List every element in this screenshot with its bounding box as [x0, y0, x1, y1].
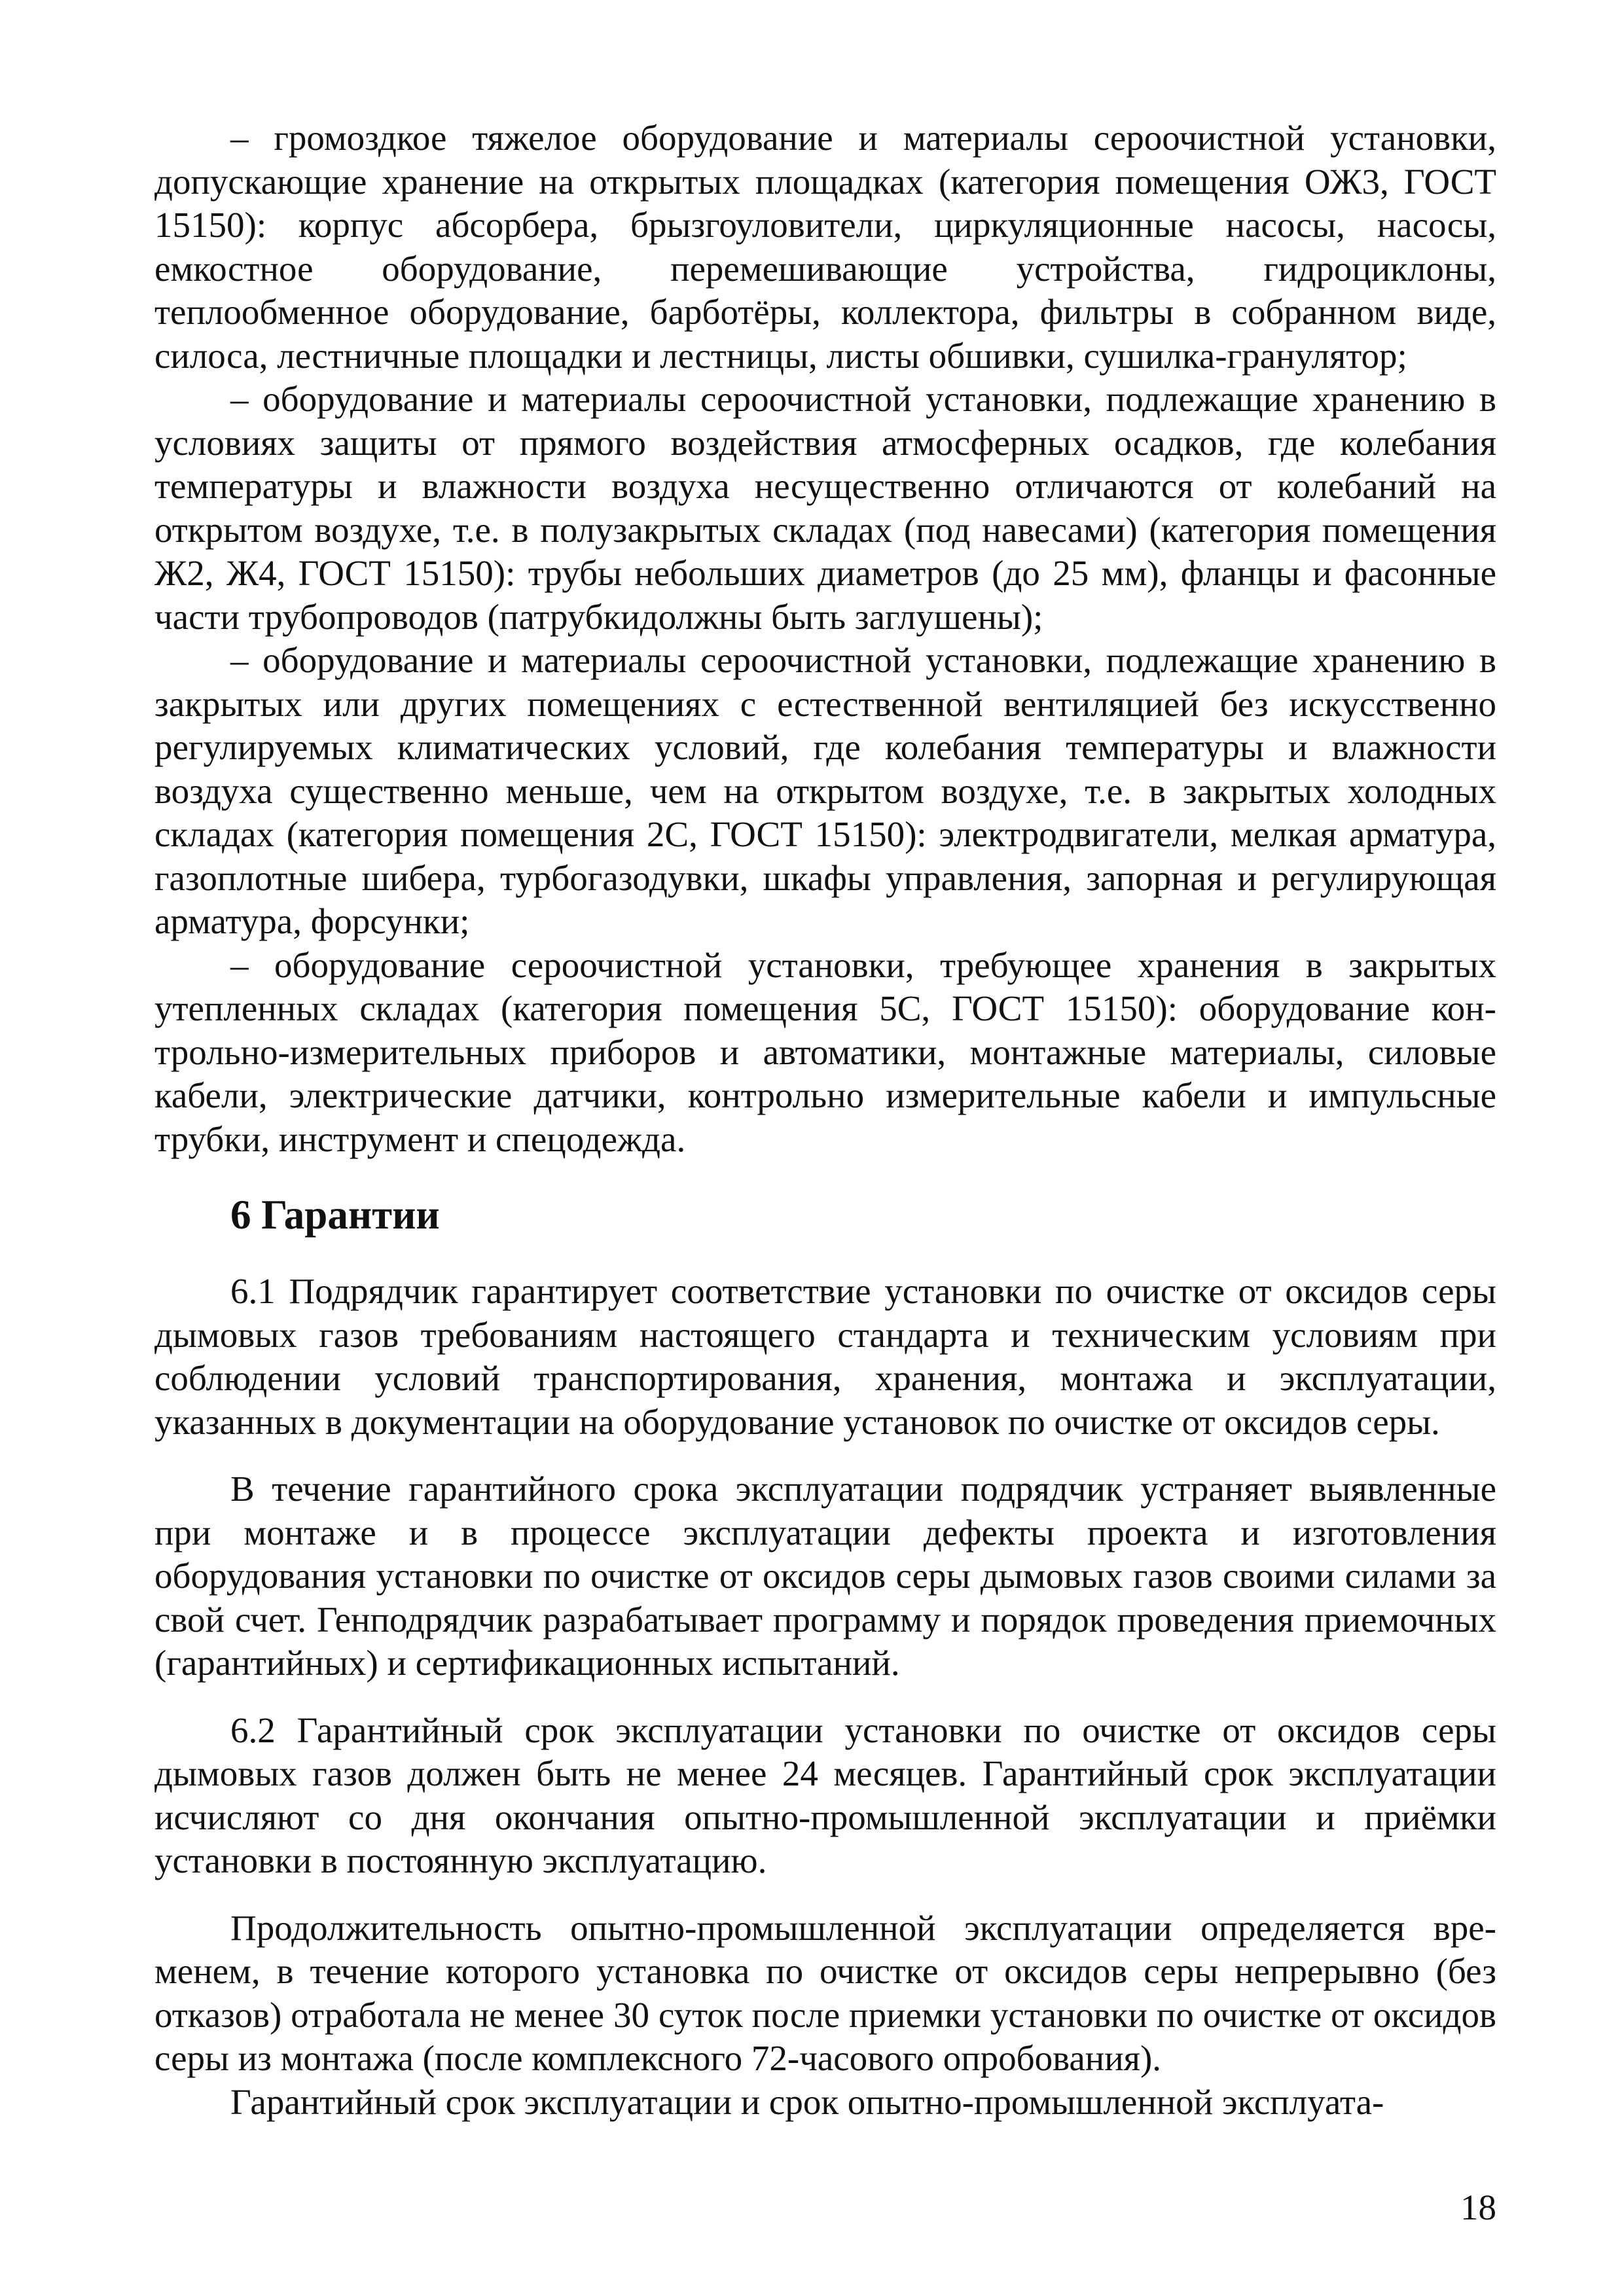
section-heading-warranty: 6 Гарантии [230, 1192, 440, 1238]
paragraph-trial-duration: Продолжительность опытно-промышленной эксплуатации определяется временем, в течение которого установка по очистке от оксидов серы непрерывно (без отказов) отработала не менее 30 суток после приемки установки по очистке от оксидов серы из монтажа (после комплексного 72-часового опробования). [154, 1907, 1496, 2078]
storage-item-semi-closed: – оборудование и материалы сероочистной установки, подлежащие хранению в условиях защиты от прямого воздействия атмосферных осадков, где колебания температуры и влажности воздуха несущественно отличаются от колебаний на открытом воздухе, т.е. в полузакрытых складах (под навесами) (категория помещения Ж2, Ж4, ГОСТ 15150): трубы небольших диаметров (до 25 мм), фланцы и фасонные части трубопроводов (патрубкидолжны быть заглушены); [154, 379, 1496, 637]
paragraph-warranty-continued: Гарантийный срок эксплуатации и срок опытно-промышленной эксплуата- [230, 2081, 1384, 2122]
storage-item-heated-closed: – оборудование сероочистной установки, требующее хранения в закрытых утепленных складах (категория помещения 5С, ГОСТ 15150): оборудование контрольно-измерительных приборов и автоматики, монтажные материалы, силовые кабели, электрические датчики, контрольно измерительные кабели и импульсные трубки, инструмент и спецодежда. [154, 944, 1496, 1159]
storage-item-cold-closed: – оборудование и материалы сероочистной установки, подлежащие хранению в закрытых или других помещениях с естественной вентиляцией без искусственно регулируемых климатических условий, где колебания температуры и влажности воздуха существенно меньше, чем на открытом воздухе, т.е. в закрытых холодных складах (категория помещения 2С, ГОСТ 15150): электродвигатели, мелкая арматура, газоплотные шибера, турбогазодувки, шкафы управления, запорная и регулирующая арматура, форсунки; [154, 640, 1496, 941]
paragraph-6-2: 6.2 Гарантийный срок эксплуатации установки по очистке от оксидов серы дымовых газов должен быть не менее 24 месяцев. Гарантийный срок эксплуатации исчисляют со дня окончания опытно-промышленной эксплуатации и приёмки установки в постоянную эксплуатацию. [154, 1710, 1496, 1880]
storage-item-open-areas: – громоздкое тяжелое оборудование и материалы сероочистной установки, допускающие хранение на открытых площадках (категория помещения ОЖ3, ГОСТ 15150): корпус абсорбера, брызгоуловители, циркуляционные насосы, насосы, емкостное оборудование, перемешивающие устройства, гидроциклоны, теплообменное оборудование, барботёры, коллектора, фильтры в собранном виде, силоса, лестничные площадки и лестницы, листы обшивки, сушилка-гранулятор; [154, 118, 1496, 376]
paragraph-6-1: 6.1 Подрядчик гарантирует соответствие установки по очистке от оксидов серы дымовых газов требованиям настоящего стандарта и техническим условиям при соблюдении условий транспортирования, хранения, монтажа и эксплуатации, указанных в документации на оборудование установок по очистке от оксидов серы. [154, 1271, 1496, 1442]
page-number: 18 [1460, 2187, 1496, 2227]
paragraph-defects: В течение гарантийного срока эксплуатации подрядчик устраняет выявленные при монтаже и в процессе эксплуатации дефекты проекта и изготовления оборудования установки по очистке от оксидов серы дымовых газов своими силами за свой счет. Генподрядчик разрабатывает программу и порядок проведения приемочных (гарантийных) и сертификационных испытаний. [154, 1469, 1496, 1683]
page-text-block [154, 117, 1496, 2124]
